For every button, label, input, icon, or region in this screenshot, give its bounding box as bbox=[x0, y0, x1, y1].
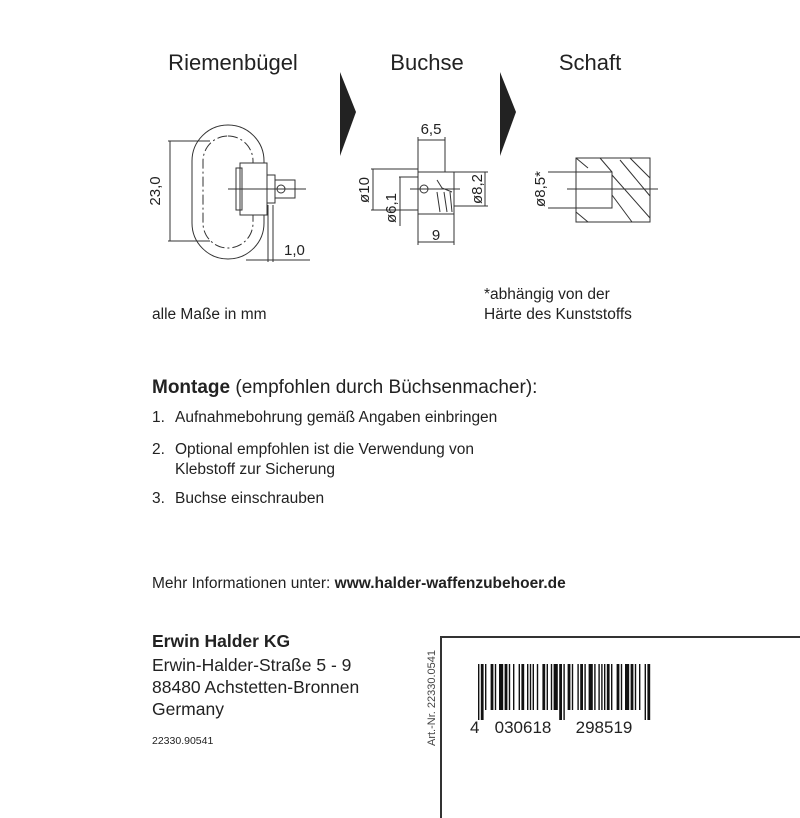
barcode-bar bbox=[542, 664, 545, 710]
company-city: 88480 Achstetten-Bronnen bbox=[152, 677, 360, 697]
footnote-line2: Härte des Kunststoffs bbox=[484, 306, 632, 323]
barcode-bar bbox=[611, 664, 612, 710]
company-country: Germany bbox=[152, 699, 224, 719]
heading-bushing: Buchse bbox=[390, 50, 464, 75]
heading-stock: Schaft bbox=[558, 50, 622, 75]
step-number: 1. bbox=[152, 409, 165, 426]
barcode-bar bbox=[631, 664, 634, 710]
barcode-group1: 030618 bbox=[494, 718, 552, 737]
barcode-bar bbox=[481, 664, 484, 720]
barcode-bar bbox=[572, 664, 573, 710]
stock-drawing bbox=[548, 158, 658, 222]
barcode-bar bbox=[527, 664, 528, 710]
dim-stock-hole: ø8,5* bbox=[532, 171, 549, 207]
barcode-bar bbox=[478, 664, 479, 720]
barcode-bar bbox=[594, 664, 595, 710]
barcode-bar bbox=[509, 664, 510, 710]
barcode-bar bbox=[547, 664, 548, 710]
barcode-bar bbox=[537, 664, 538, 710]
barcode-digit-first: 4 bbox=[470, 718, 480, 737]
dim-swivel-height: 23,0 bbox=[147, 176, 164, 206]
step-text: Optional empfohlen ist die Verwendung von bbox=[175, 441, 475, 458]
montage-title: Montage bbox=[152, 377, 231, 398]
barcode-bar bbox=[577, 664, 578, 710]
barcode-bar bbox=[533, 664, 534, 710]
dim-bushing-length-top: 6,5 bbox=[420, 121, 442, 138]
barcode-bar bbox=[601, 664, 602, 710]
barcode-group2: 298519 bbox=[575, 718, 633, 737]
barcode-bar bbox=[554, 664, 558, 710]
barcode-bar bbox=[530, 664, 531, 710]
dim-bushing-d82: ø8,2 bbox=[469, 173, 486, 205]
website-link[interactable]: www.halder-waffenzubehoer.de bbox=[334, 575, 566, 592]
barcode-bar bbox=[505, 664, 508, 710]
company-street: Erwin-Halder-Straße 5 - 9 bbox=[152, 655, 352, 675]
barcode-bar bbox=[625, 664, 629, 710]
barcode-bar bbox=[568, 664, 571, 710]
barcode-bar bbox=[563, 664, 564, 720]
company-code: 22330.90541 bbox=[152, 735, 214, 747]
barcode-bar bbox=[513, 664, 514, 710]
company-name: Erwin Halder KG bbox=[152, 631, 291, 651]
step-text: Aufnahmebohrung gemäß Angaben einbringen bbox=[175, 409, 498, 426]
heading-strap-swivel: Riemenbügel bbox=[168, 50, 298, 75]
montage-subtitle: (empfohlen durch Büchsenmacher): bbox=[230, 377, 538, 398]
units-note: alle Maße in mm bbox=[152, 306, 267, 323]
barcode-bar bbox=[495, 664, 496, 710]
barcode-bar bbox=[607, 664, 610, 710]
barcode-bar bbox=[485, 664, 486, 710]
barcode-bar bbox=[639, 664, 640, 710]
barcode-bar bbox=[604, 664, 605, 710]
barcode-bar bbox=[621, 664, 622, 710]
arrow-icon bbox=[340, 72, 356, 156]
barcode-bar bbox=[584, 664, 585, 710]
barcode-bar bbox=[647, 664, 650, 720]
barcode bbox=[470, 660, 660, 740]
barcode-bar bbox=[635, 664, 636, 710]
barcode-bar bbox=[551, 664, 552, 710]
barcode-bar bbox=[645, 664, 646, 720]
step-1 bbox=[152, 409, 498, 427]
barcode-bar bbox=[598, 664, 599, 710]
step-2 bbox=[152, 441, 475, 478]
barcode-bar bbox=[617, 664, 620, 710]
barcode-bar bbox=[491, 664, 494, 710]
step-number: 2. bbox=[152, 441, 165, 458]
dim-bushing-length-bottom: 9 bbox=[431, 227, 441, 244]
more-info bbox=[152, 575, 566, 593]
barcode-bar bbox=[559, 664, 562, 720]
barcode-bar bbox=[519, 664, 520, 710]
step-text: Buchse einschrauben bbox=[175, 490, 325, 507]
barcode-bar bbox=[499, 664, 503, 710]
step-number: 3. bbox=[152, 490, 165, 507]
technical-drawings bbox=[0, 0, 800, 300]
footnote-line1: *abhängig von der bbox=[484, 286, 610, 303]
article-number: Art.-Nr. 22330.0541 bbox=[426, 649, 438, 747]
arrow-icon bbox=[500, 72, 516, 156]
dim-swivel-offset: 1,0 bbox=[284, 242, 305, 259]
dim-bushing-d10: ø10 bbox=[356, 177, 373, 203]
dim-bushing-d61: ø6,1 bbox=[383, 192, 400, 224]
step-3 bbox=[152, 490, 325, 508]
barcode-bar bbox=[589, 664, 593, 710]
barcode-bar bbox=[580, 664, 583, 710]
step-text: Klebstoff zur Sicherung bbox=[175, 461, 335, 478]
montage-heading bbox=[152, 377, 537, 399]
barcode-bar bbox=[521, 664, 524, 710]
more-info-label: Mehr Informationen unter: bbox=[152, 575, 335, 592]
